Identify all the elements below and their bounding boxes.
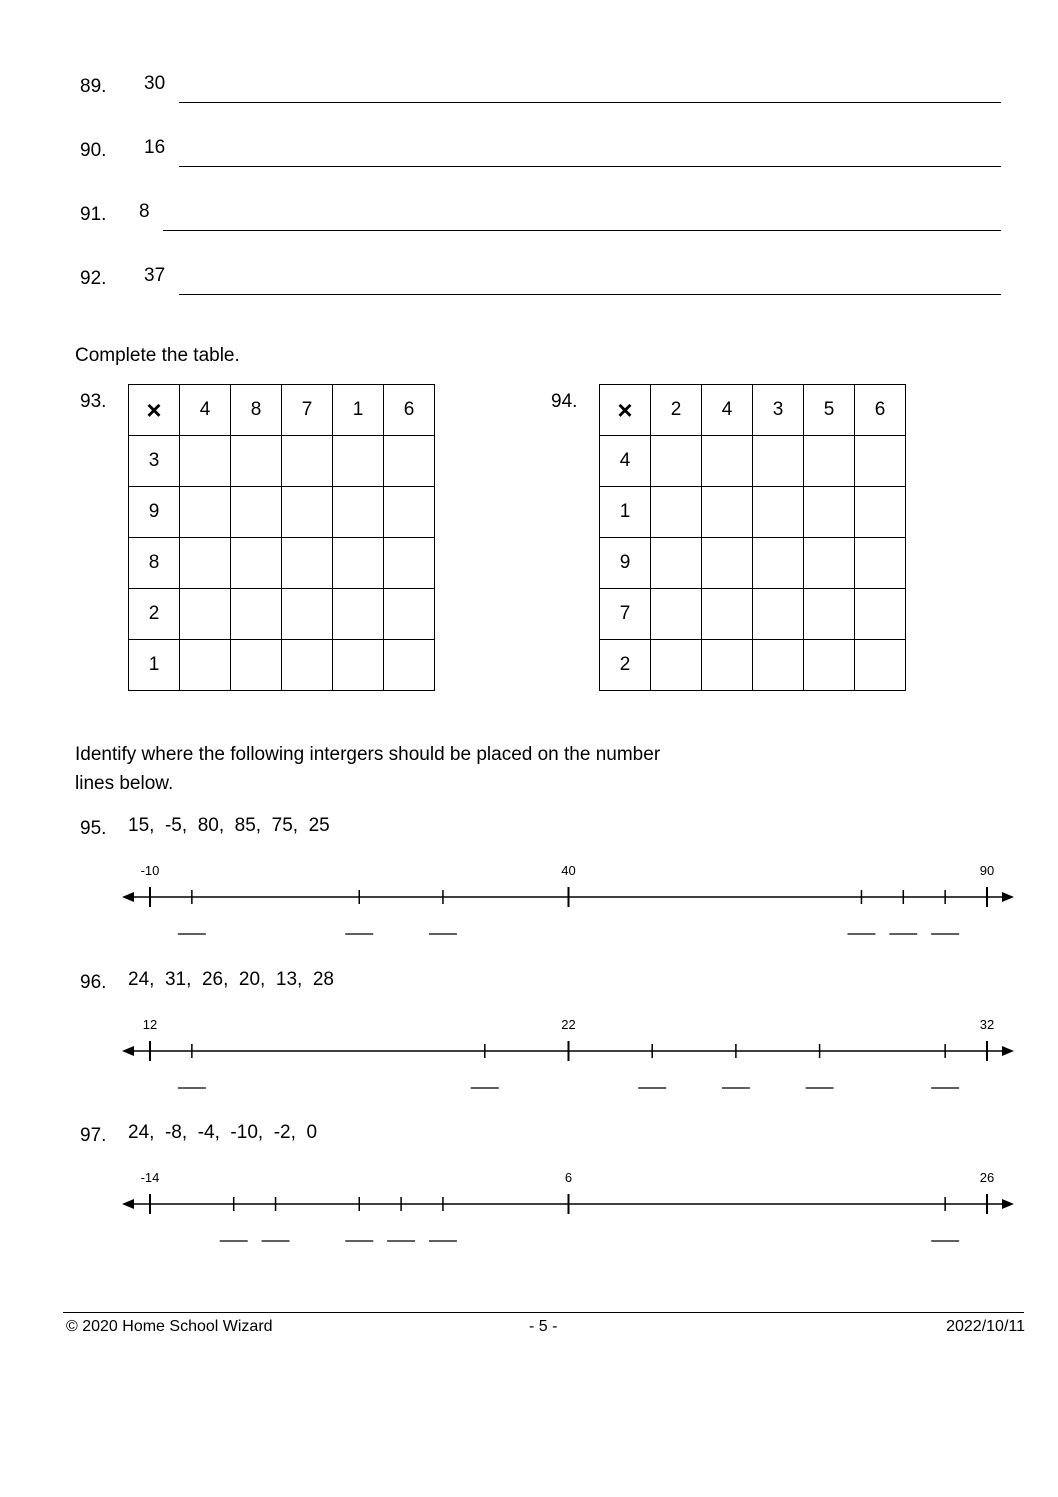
answer-cell[interactable] xyxy=(384,538,435,589)
arrow-right-icon xyxy=(1002,1046,1014,1056)
answer-cell[interactable] xyxy=(651,538,702,589)
row-header-cell: 9 xyxy=(129,487,180,538)
multiply-symbol: × xyxy=(129,385,180,436)
answer-cell[interactable] xyxy=(333,436,384,487)
tick-label: 90 xyxy=(979,863,995,878)
table-header-row xyxy=(600,385,906,436)
answer-cell[interactable] xyxy=(651,436,702,487)
answer-cell[interactable] xyxy=(702,487,753,538)
header-cell: 8 xyxy=(231,385,282,436)
answer-cell[interactable] xyxy=(180,487,231,538)
number-list: 15, -5, 80, 85, 75, 25 xyxy=(128,815,330,836)
row-header-cell: 9 xyxy=(600,538,651,589)
answer-cell[interactable] xyxy=(282,589,333,640)
question-value: 16 xyxy=(144,137,166,158)
table-row xyxy=(129,487,435,538)
answer-line[interactable] xyxy=(163,230,1001,231)
number-list: 24, -8, -4, -10, -2, 0 xyxy=(128,1122,318,1143)
answer-cell[interactable] xyxy=(231,640,282,691)
header-cell: 7 xyxy=(282,385,333,436)
multiplication-table-94 xyxy=(599,384,906,691)
answer-cell[interactable] xyxy=(804,538,855,589)
table-row xyxy=(600,589,906,640)
answer-cell[interactable] xyxy=(384,589,435,640)
row-header-cell: 2 xyxy=(129,589,180,640)
tick-label: 12 xyxy=(142,1017,158,1032)
row-header-cell: 8 xyxy=(129,538,180,589)
row-header-cell: 1 xyxy=(600,487,651,538)
row-header-cell: 4 xyxy=(600,436,651,487)
answer-cell[interactable] xyxy=(282,487,333,538)
answer-cell[interactable] xyxy=(231,436,282,487)
answer-cell[interactable] xyxy=(333,589,384,640)
table-row xyxy=(600,436,906,487)
answer-cell[interactable] xyxy=(753,589,804,640)
instruction-line-1: Identify where the following intergers should be placed on the number xyxy=(75,744,661,765)
number-list: 24, 31, 26, 20, 13, 28 xyxy=(128,969,334,990)
answer-cell[interactable] xyxy=(702,538,753,589)
table-row xyxy=(129,538,435,589)
answer-cell[interactable] xyxy=(333,487,384,538)
answer-cell[interactable] xyxy=(333,538,384,589)
question-value: 37 xyxy=(144,265,166,286)
arrow-right-icon xyxy=(1002,892,1014,902)
arrow-left-icon xyxy=(122,892,134,902)
arrow-left-icon xyxy=(122,1199,134,1209)
question-value: 8 xyxy=(139,201,150,222)
tick-label: 26 xyxy=(979,1170,995,1185)
answer-cell[interactable] xyxy=(651,640,702,691)
question-number: 91. xyxy=(80,204,107,225)
footer-page-number: - 5 - xyxy=(529,1318,558,1335)
answer-cell[interactable] xyxy=(702,640,753,691)
row-header-cell: 7 xyxy=(600,589,651,640)
tick-label: 40 xyxy=(561,863,576,878)
tick-label: 32 xyxy=(979,1017,995,1032)
answer-cell[interactable] xyxy=(180,589,231,640)
header-cell: 6 xyxy=(855,385,906,436)
row-header-cell: 2 xyxy=(600,640,651,691)
header-cell: 2 xyxy=(651,385,702,436)
header-cell: 6 xyxy=(384,385,435,436)
answer-cell[interactable] xyxy=(384,640,435,691)
answer-cell[interactable] xyxy=(651,487,702,538)
answer-cell[interactable] xyxy=(753,436,804,487)
question-number: 90. xyxy=(80,140,107,161)
header-cell: 3 xyxy=(753,385,804,436)
question-number: 96. xyxy=(80,972,107,993)
tick-label: -14 xyxy=(140,1170,160,1185)
arrow-right-icon xyxy=(1002,1199,1014,1209)
answer-line[interactable] xyxy=(179,102,1001,103)
table-row xyxy=(129,589,435,640)
answer-cell[interactable] xyxy=(282,640,333,691)
table-row xyxy=(600,640,906,691)
answer-cell[interactable] xyxy=(753,487,804,538)
answer-cell[interactable] xyxy=(753,640,804,691)
arrow-left-icon xyxy=(122,1046,134,1056)
answer-cell[interactable] xyxy=(651,589,702,640)
tick-label: -10 xyxy=(140,863,160,878)
number-line-96 xyxy=(118,1010,1018,1100)
answer-cell[interactable] xyxy=(282,538,333,589)
answer-cell[interactable] xyxy=(804,487,855,538)
answer-cell[interactable] xyxy=(180,436,231,487)
answer-cell[interactable] xyxy=(855,640,906,691)
header-cell: 1 xyxy=(333,385,384,436)
number-line-95 xyxy=(118,856,1018,946)
answer-cell[interactable] xyxy=(804,589,855,640)
answer-cell[interactable] xyxy=(180,538,231,589)
answer-cell[interactable] xyxy=(384,487,435,538)
answer-cell[interactable] xyxy=(855,538,906,589)
footer-date: 2022/10/11 xyxy=(946,1318,1025,1335)
answer-cell[interactable] xyxy=(282,436,333,487)
answer-line[interactable] xyxy=(179,294,1001,295)
answer-cell[interactable] xyxy=(231,538,282,589)
answer-cell[interactable] xyxy=(333,640,384,691)
header-cell: 5 xyxy=(804,385,855,436)
answer-cell[interactable] xyxy=(804,640,855,691)
answer-cell[interactable] xyxy=(753,538,804,589)
header-cell: 4 xyxy=(180,385,231,436)
answer-cell[interactable] xyxy=(702,589,753,640)
instruction-line-2: lines below. xyxy=(75,773,174,794)
question-number: 93. xyxy=(80,391,107,412)
header-cell: 4 xyxy=(702,385,753,436)
question-number: 92. xyxy=(80,268,107,289)
table-header-row xyxy=(129,385,435,436)
question-number: 95. xyxy=(80,818,107,839)
tick-label: 6 xyxy=(564,1170,573,1185)
question-number: 94. xyxy=(551,391,578,412)
answer-cell[interactable] xyxy=(855,589,906,640)
tick-label: 22 xyxy=(561,1017,576,1032)
question-number: 97. xyxy=(80,1125,107,1146)
table-row xyxy=(600,487,906,538)
table-row xyxy=(600,538,906,589)
answer-cell[interactable] xyxy=(231,487,282,538)
answer-cell[interactable] xyxy=(855,436,906,487)
footer-divider xyxy=(63,1312,1024,1313)
question-value: 30 xyxy=(144,73,166,94)
multiplication-table-93 xyxy=(128,384,435,691)
answer-line[interactable] xyxy=(179,166,1001,167)
row-header-cell: 1 xyxy=(129,640,180,691)
numberline-instruction xyxy=(75,740,660,798)
answer-cell[interactable] xyxy=(702,436,753,487)
number-line-97 xyxy=(118,1163,1018,1253)
answer-cell[interactable] xyxy=(804,436,855,487)
table-instruction: Complete the table. xyxy=(75,345,240,366)
question-number: 89. xyxy=(80,76,107,97)
footer-copyright: © 2020 Home School Wizard xyxy=(66,1318,273,1335)
answer-cell[interactable] xyxy=(231,589,282,640)
answer-cell[interactable] xyxy=(384,436,435,487)
answer-cell[interactable] xyxy=(180,640,231,691)
answer-cell[interactable] xyxy=(855,487,906,538)
row-header-cell: 3 xyxy=(129,436,180,487)
table-row xyxy=(129,640,435,691)
table-row xyxy=(129,436,435,487)
multiply-symbol: × xyxy=(600,385,651,436)
